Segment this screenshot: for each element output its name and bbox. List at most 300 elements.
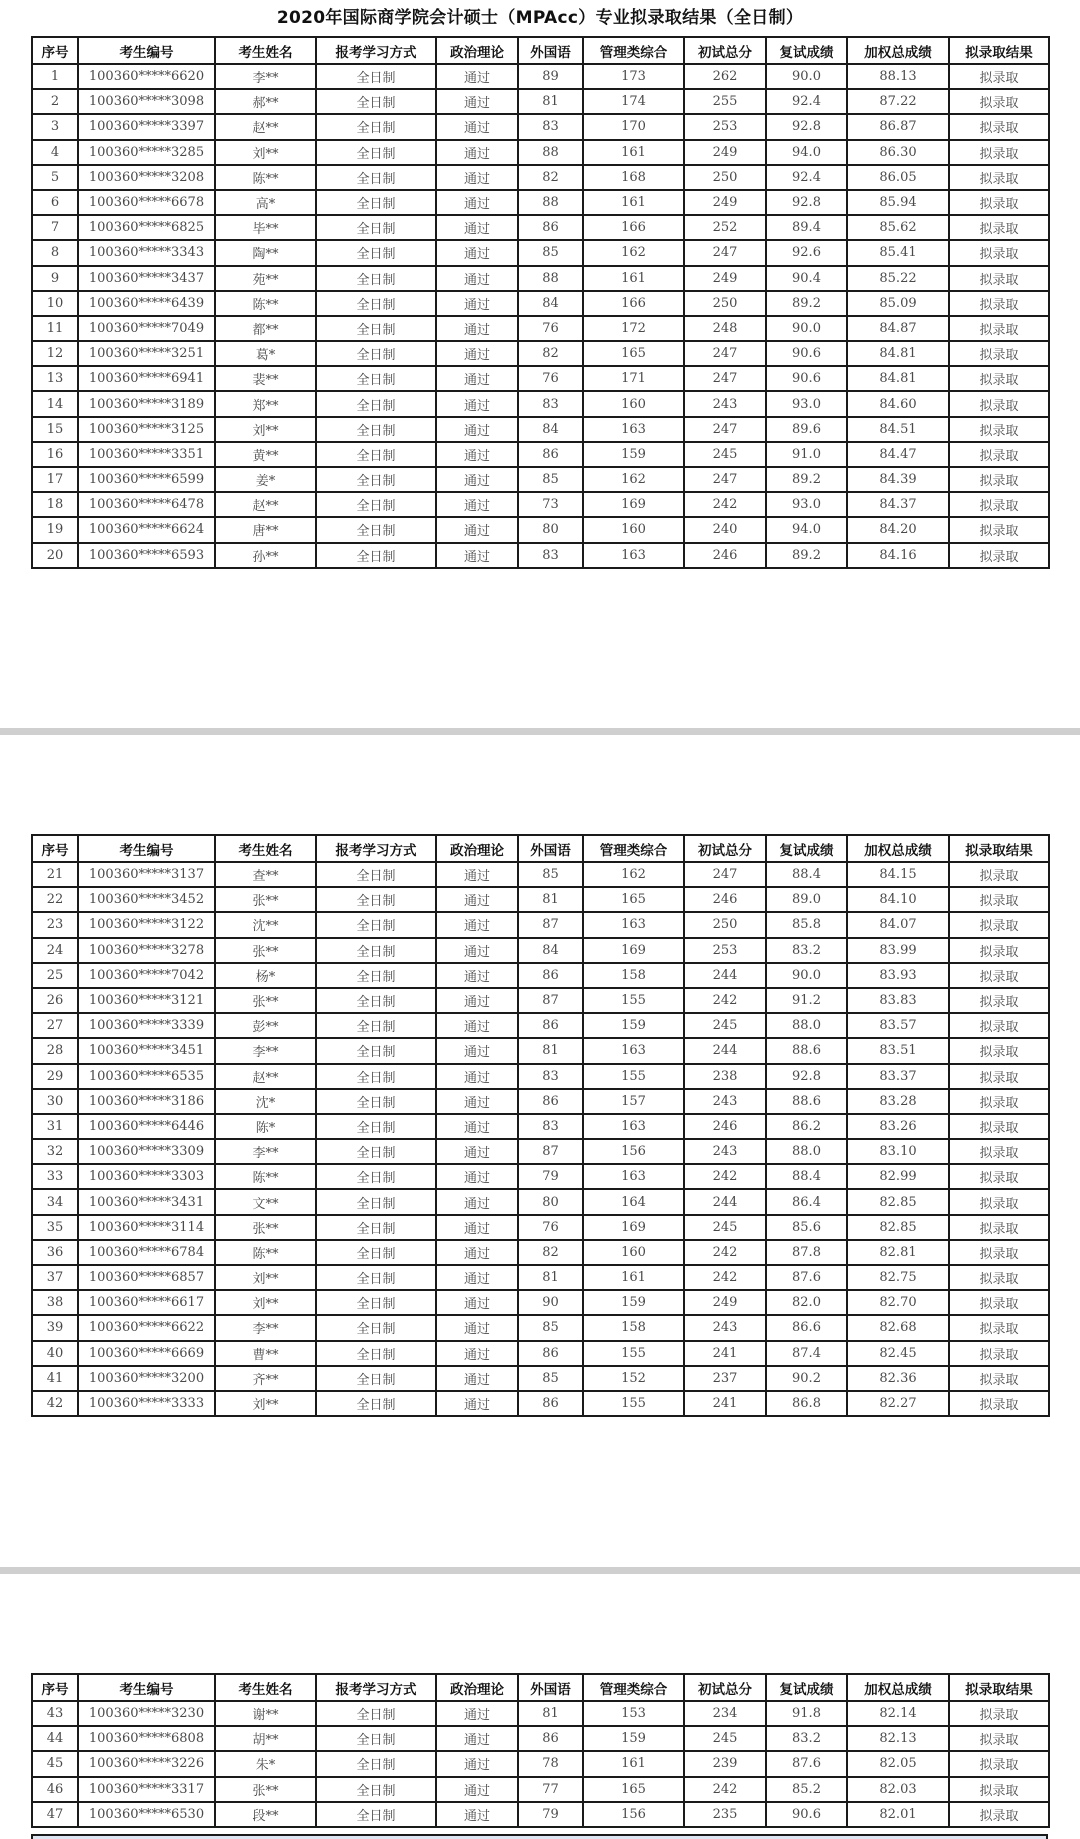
cell-retest-score: 86.8: [766, 1391, 847, 1416]
cell-weighted-total: 84.10: [847, 887, 949, 912]
cell-weighted-total: 84.15: [847, 862, 949, 887]
cell-seq: 7: [32, 215, 78, 240]
cell-weighted-total: 84.20: [847, 517, 949, 542]
cell-foreign-language: 84: [518, 938, 583, 963]
cell-study-mode: 全日制: [316, 266, 436, 291]
table-row: [32, 1726, 1049, 1751]
cell-exam-id: 100360*****3397: [78, 114, 215, 139]
column-header-name: 考生姓名: [215, 835, 316, 862]
cell-politics: 通过: [436, 89, 518, 114]
admission-results-table: [31, 1673, 1050, 1828]
cell-preliminary-total: 240: [684, 517, 766, 542]
cell-retest-score: 90.0: [766, 64, 847, 89]
cell-admission-result: 拟录取: [949, 1391, 1049, 1416]
cell-management-comprehensive: 155: [583, 988, 684, 1013]
cell-politics: 通过: [436, 316, 518, 341]
cell-foreign-language: 82: [518, 341, 583, 366]
cell-weighted-total: 83.10: [847, 1139, 949, 1164]
cell-name: 陈*: [215, 1114, 316, 1139]
cell-management-comprehensive: 168: [583, 165, 684, 190]
cell-preliminary-total: 249: [684, 190, 766, 215]
column-header-weighted-total: 加权总成绩: [847, 835, 949, 862]
table-row: [32, 862, 1049, 887]
cell-retest-score: 86.4: [766, 1189, 847, 1214]
cell-management-comprehensive: 163: [583, 912, 684, 937]
column-header-retest-score: 复试成绩: [766, 37, 847, 64]
cell-name: 李**: [215, 1038, 316, 1063]
cell-admission-result: 拟录取: [949, 1726, 1049, 1751]
cell-study-mode: 全日制: [316, 1290, 436, 1315]
cell-study-mode: 全日制: [316, 165, 436, 190]
cell-retest-score: 91.2: [766, 988, 847, 1013]
cell-study-mode: 全日制: [316, 1164, 436, 1189]
cell-management-comprehensive: 163: [583, 417, 684, 442]
cell-study-mode: 全日制: [316, 1064, 436, 1089]
cell-politics: 通过: [436, 1215, 518, 1240]
cell-seq: 20: [32, 543, 78, 568]
cell-politics: 通过: [436, 1701, 518, 1726]
cell-management-comprehensive: 159: [583, 442, 684, 467]
cell-preliminary-total: 250: [684, 291, 766, 316]
table-row: [32, 1164, 1049, 1189]
column-header-admission-result: 拟录取结果: [949, 37, 1049, 64]
cell-preliminary-total: 244: [684, 963, 766, 988]
cell-management-comprehensive: 161: [583, 190, 684, 215]
cell-name: 陶**: [215, 240, 316, 265]
table-row: [32, 140, 1049, 165]
cell-retest-score: 88.6: [766, 1089, 847, 1114]
cell-study-mode: 全日制: [316, 543, 436, 568]
cell-management-comprehensive: 152: [583, 1366, 684, 1391]
cell-exam-id: 100360*****7049: [78, 316, 215, 341]
cell-exam-id: 100360*****3451: [78, 1038, 215, 1063]
cell-exam-id: 100360*****3114: [78, 1215, 215, 1240]
cell-foreign-language: 85: [518, 1315, 583, 1340]
cell-name: 赵**: [215, 492, 316, 517]
table-row: [32, 517, 1049, 542]
cell-seq: 11: [32, 316, 78, 341]
cell-management-comprehensive: 155: [583, 1341, 684, 1366]
cell-study-mode: 全日制: [316, 366, 436, 391]
cell-exam-id: 100360*****3285: [78, 140, 215, 165]
cell-politics: 通过: [436, 1265, 518, 1290]
cell-preliminary-total: 234: [684, 1701, 766, 1726]
cell-name: 沈*: [215, 1089, 316, 1114]
table-row: [32, 1315, 1049, 1340]
cell-retest-score: 90.0: [766, 963, 847, 988]
cell-seq: 1: [32, 64, 78, 89]
admission-results-table: [31, 36, 1050, 569]
cell-foreign-language: 90: [518, 1290, 583, 1315]
cell-politics: 通过: [436, 862, 518, 887]
cell-preliminary-total: 243: [684, 1139, 766, 1164]
table-row: [32, 1013, 1049, 1038]
page-separator: [0, 1567, 1080, 1574]
table-row: [32, 240, 1049, 265]
cell-politics: 通过: [436, 938, 518, 963]
cell-study-mode: 全日制: [316, 1802, 436, 1827]
cell-name: 赵**: [215, 1064, 316, 1089]
cell-seq: 16: [32, 442, 78, 467]
cell-retest-score: 90.4: [766, 266, 847, 291]
cell-exam-id: 100360*****6478: [78, 492, 215, 517]
cell-exam-id: 100360*****3121: [78, 988, 215, 1013]
cell-foreign-language: 86: [518, 1726, 583, 1751]
column-header-weighted-total: 加权总成绩: [847, 1674, 949, 1701]
cell-foreign-language: 73: [518, 492, 583, 517]
cell-exam-id: 100360*****6622: [78, 1315, 215, 1340]
cell-management-comprehensive: 166: [583, 215, 684, 240]
cell-name: 沈**: [215, 912, 316, 937]
cell-management-comprehensive: 161: [583, 1265, 684, 1290]
cell-name: 刘**: [215, 140, 316, 165]
cell-management-comprehensive: 169: [583, 938, 684, 963]
cell-exam-id: 100360*****6599: [78, 467, 215, 492]
admission-results-table: [31, 834, 1050, 1417]
cell-weighted-total: 83.37: [847, 1064, 949, 1089]
cell-politics: 通过: [436, 291, 518, 316]
cell-retest-score: 92.8: [766, 1064, 847, 1089]
cell-politics: 通过: [436, 1391, 518, 1416]
cell-seq: 5: [32, 165, 78, 190]
cell-preliminary-total: 237: [684, 1366, 766, 1391]
column-header-foreign-language: 外国语: [518, 835, 583, 862]
cell-study-mode: 全日制: [316, 492, 436, 517]
cell-foreign-language: 81: [518, 1038, 583, 1063]
cell-foreign-language: 83: [518, 391, 583, 416]
cell-exam-id: 100360*****3437: [78, 266, 215, 291]
cell-politics: 通过: [436, 417, 518, 442]
cell-politics: 通过: [436, 240, 518, 265]
cell-preliminary-total: 245: [684, 1726, 766, 1751]
cell-exam-id: 100360*****6617: [78, 1290, 215, 1315]
cell-name: 陈**: [215, 291, 316, 316]
cell-admission-result: 拟录取: [949, 517, 1049, 542]
cell-politics: 通过: [436, 190, 518, 215]
cell-management-comprehensive: 161: [583, 266, 684, 291]
cell-seq: 29: [32, 1064, 78, 1089]
cell-politics: 通过: [436, 1315, 518, 1340]
cell-retest-score: 86.6: [766, 1315, 847, 1340]
cell-seq: 13: [32, 366, 78, 391]
cell-weighted-total: 82.36: [847, 1366, 949, 1391]
column-header-exam-id: 考生编号: [78, 37, 215, 64]
cell-seq: 24: [32, 938, 78, 963]
cell-retest-score: 89.2: [766, 543, 847, 568]
cell-preliminary-total: 255: [684, 89, 766, 114]
column-header-retest-score: 复试成绩: [766, 1674, 847, 1701]
cell-foreign-language: 87: [518, 912, 583, 937]
cell-admission-result: 拟录取: [949, 912, 1049, 937]
cell-retest-score: 93.0: [766, 391, 847, 416]
cell-management-comprehensive: 165: [583, 341, 684, 366]
cell-foreign-language: 86: [518, 1341, 583, 1366]
cell-retest-score: 92.6: [766, 240, 847, 265]
cell-seq: 8: [32, 240, 78, 265]
cell-politics: 通过: [436, 341, 518, 366]
cell-management-comprehensive: 162: [583, 240, 684, 265]
cell-politics: 通过: [436, 1726, 518, 1751]
cell-management-comprehensive: 157: [583, 1089, 684, 1114]
cell-admission-result: 拟录取: [949, 988, 1049, 1013]
cell-seq: 17: [32, 467, 78, 492]
cell-admission-result: 拟录取: [949, 1290, 1049, 1315]
cell-name: 毕**: [215, 215, 316, 240]
cell-weighted-total: 83.28: [847, 1089, 949, 1114]
cell-seq: 28: [32, 1038, 78, 1063]
cell-weighted-total: 83.57: [847, 1013, 949, 1038]
cell-politics: 通过: [436, 266, 518, 291]
cell-name: 陈**: [215, 1240, 316, 1265]
cell-study-mode: 全日制: [316, 517, 436, 542]
cell-preliminary-total: 243: [684, 1315, 766, 1340]
cell-exam-id: 100360*****3122: [78, 912, 215, 937]
column-header-study-mode: 报考学习方式: [316, 37, 436, 64]
cell-management-comprehensive: 164: [583, 1189, 684, 1214]
cell-foreign-language: 83: [518, 114, 583, 139]
cell-foreign-language: 88: [518, 190, 583, 215]
cell-exam-id: 100360*****3186: [78, 1089, 215, 1114]
cell-admission-result: 拟录取: [949, 1341, 1049, 1366]
cell-admission-result: 拟录取: [949, 1802, 1049, 1827]
cell-preliminary-total: 241: [684, 1391, 766, 1416]
table-header-row: [32, 835, 1049, 862]
table-row: [32, 442, 1049, 467]
cell-exam-id: 100360*****6624: [78, 517, 215, 542]
cell-study-mode: 全日制: [316, 1038, 436, 1063]
cell-politics: 通过: [436, 912, 518, 937]
cell-study-mode: 全日制: [316, 1777, 436, 1802]
cell-preliminary-total: 246: [684, 543, 766, 568]
table-row: [32, 1139, 1049, 1164]
cell-seq: 4: [32, 140, 78, 165]
table-row: [32, 266, 1049, 291]
column-header-politics: 政治理论: [436, 1674, 518, 1701]
cell-study-mode: 全日制: [316, 240, 436, 265]
cell-management-comprehensive: 158: [583, 1315, 684, 1340]
table-row: [32, 64, 1049, 89]
cell-exam-id: 100360*****6439: [78, 291, 215, 316]
cell-management-comprehensive: 156: [583, 1802, 684, 1827]
cell-foreign-language: 81: [518, 887, 583, 912]
cell-retest-score: 83.2: [766, 1726, 847, 1751]
cell-exam-id: 100360*****6530: [78, 1802, 215, 1827]
table-row: [32, 988, 1049, 1013]
cell-retest-score: 87.6: [766, 1751, 847, 1776]
cell-weighted-total: 84.37: [847, 492, 949, 517]
cell-preliminary-total: 249: [684, 140, 766, 165]
cell-preliminary-total: 250: [684, 912, 766, 937]
cell-admission-result: 拟录取: [949, 1240, 1049, 1265]
cell-preliminary-total: 247: [684, 467, 766, 492]
cell-retest-score: 94.0: [766, 517, 847, 542]
cell-management-comprehensive: 159: [583, 1290, 684, 1315]
cell-management-comprehensive: 160: [583, 391, 684, 416]
cell-name: 孙**: [215, 543, 316, 568]
cell-preliminary-total: 238: [684, 1064, 766, 1089]
cell-foreign-language: 81: [518, 89, 583, 114]
cell-foreign-language: 81: [518, 1265, 583, 1290]
cell-foreign-language: 76: [518, 366, 583, 391]
column-header-name: 考生姓名: [215, 37, 316, 64]
cell-admission-result: 拟录取: [949, 215, 1049, 240]
cell-foreign-language: 76: [518, 316, 583, 341]
cell-management-comprehensive: 163: [583, 1114, 684, 1139]
cell-management-comprehensive: 159: [583, 1013, 684, 1038]
cell-study-mode: 全日制: [316, 1089, 436, 1114]
cell-preliminary-total: 246: [684, 887, 766, 912]
cell-exam-id: 100360*****7042: [78, 963, 215, 988]
cell-admission-result: 拟录取: [949, 64, 1049, 89]
column-header-study-mode: 报考学习方式: [316, 835, 436, 862]
table-row: [32, 1064, 1049, 1089]
cell-admission-result: 拟录取: [949, 341, 1049, 366]
cell-foreign-language: 85: [518, 467, 583, 492]
cell-retest-score: 94.0: [766, 140, 847, 165]
cell-seq: 46: [32, 1777, 78, 1802]
cell-exam-id: 100360*****6784: [78, 1240, 215, 1265]
cell-preliminary-total: 242: [684, 1240, 766, 1265]
cell-politics: 通过: [436, 1290, 518, 1315]
cell-preliminary-total: 245: [684, 1215, 766, 1240]
cell-name: 张**: [215, 938, 316, 963]
cell-study-mode: 全日制: [316, 1751, 436, 1776]
cell-admission-result: 拟录取: [949, 1064, 1049, 1089]
table-row: [32, 1189, 1049, 1214]
cell-weighted-total: 82.13: [847, 1726, 949, 1751]
column-header-foreign-language: 外国语: [518, 1674, 583, 1701]
cell-foreign-language: 78: [518, 1751, 583, 1776]
cell-exam-id: 100360*****3278: [78, 938, 215, 963]
cell-weighted-total: 85.94: [847, 190, 949, 215]
cell-weighted-total: 85.62: [847, 215, 949, 240]
cell-admission-result: 拟录取: [949, 391, 1049, 416]
cell-foreign-language: 86: [518, 215, 583, 240]
cell-weighted-total: 82.27: [847, 1391, 949, 1416]
document-title: 2020年国际商学院会计硕士（MPAcc）专业拟录取结果（全日制）: [276, 8, 804, 28]
cell-retest-score: 87.6: [766, 1265, 847, 1290]
cell-name: 郑**: [215, 391, 316, 416]
cell-study-mode: 全日制: [316, 912, 436, 937]
table-row: [32, 1802, 1049, 1827]
cell-admission-result: 拟录取: [949, 417, 1049, 442]
cell-preliminary-total: 242: [684, 988, 766, 1013]
table-row-partial: [31, 1834, 1048, 1839]
cell-preliminary-total: 239: [684, 1751, 766, 1776]
cell-politics: 通过: [436, 1777, 518, 1802]
cell-admission-result: 拟录取: [949, 1189, 1049, 1214]
cell-seq: 37: [32, 1265, 78, 1290]
cell-preliminary-total: 243: [684, 391, 766, 416]
cell-admission-result: 拟录取: [949, 1038, 1049, 1063]
cell-name: 郝**: [215, 89, 316, 114]
table-row: [32, 1215, 1049, 1240]
cell-exam-id: 100360*****6620: [78, 64, 215, 89]
cell-foreign-language: 87: [518, 988, 583, 1013]
table-row: [32, 1089, 1049, 1114]
cell-study-mode: 全日制: [316, 1726, 436, 1751]
cell-preliminary-total: 246: [684, 1114, 766, 1139]
cell-admission-result: 拟录取: [949, 1315, 1049, 1340]
cell-name: 刘**: [215, 1290, 316, 1315]
cell-admission-result: 拟录取: [949, 938, 1049, 963]
cell-management-comprehensive: 170: [583, 114, 684, 139]
cell-retest-score: 89.0: [766, 887, 847, 912]
cell-preliminary-total: 253: [684, 114, 766, 139]
cell-exam-id: 100360*****6669: [78, 1341, 215, 1366]
cell-admission-result: 拟录取: [949, 114, 1049, 139]
cell-management-comprehensive: 172: [583, 316, 684, 341]
cell-admission-result: 拟录取: [949, 1215, 1049, 1240]
cell-exam-id: 100360*****3309: [78, 1139, 215, 1164]
cell-weighted-total: 85.22: [847, 266, 949, 291]
table-row: [32, 543, 1049, 568]
cell-weighted-total: 84.16: [847, 543, 949, 568]
cell-foreign-language: 80: [518, 517, 583, 542]
cell-management-comprehensive: 158: [583, 963, 684, 988]
cell-weighted-total: 83.51: [847, 1038, 949, 1063]
cell-study-mode: 全日制: [316, 862, 436, 887]
cell-exam-id: 100360*****6808: [78, 1726, 215, 1751]
cell-seq: 35: [32, 1215, 78, 1240]
cell-preliminary-total: 247: [684, 240, 766, 265]
cell-management-comprehensive: 165: [583, 1777, 684, 1802]
cell-seq: 44: [32, 1726, 78, 1751]
cell-retest-score: 90.2: [766, 1366, 847, 1391]
cell-seq: 22: [32, 887, 78, 912]
cell-retest-score: 90.6: [766, 341, 847, 366]
cell-politics: 通过: [436, 467, 518, 492]
cell-management-comprehensive: 161: [583, 140, 684, 165]
column-header-management-comprehensive: 管理类综合: [583, 37, 684, 64]
cell-name: 苑**: [215, 266, 316, 291]
cell-study-mode: 全日制: [316, 1114, 436, 1139]
table-row: [32, 1777, 1049, 1802]
table-row: [32, 1341, 1049, 1366]
cell-name: 高*: [215, 190, 316, 215]
cell-admission-result: 拟录取: [949, 165, 1049, 190]
cell-politics: 通过: [436, 215, 518, 240]
cell-seq: 42: [32, 1391, 78, 1416]
results-table-page-2: [31, 834, 1048, 1417]
cell-foreign-language: 88: [518, 140, 583, 165]
cell-admission-result: 拟录取: [949, 862, 1049, 887]
cell-name: 姜*: [215, 467, 316, 492]
column-header-study-mode: 报考学习方式: [316, 1674, 436, 1701]
cell-seq: 31: [32, 1114, 78, 1139]
cell-retest-score: 92.4: [766, 89, 847, 114]
cell-exam-id: 100360*****3208: [78, 165, 215, 190]
cell-management-comprehensive: 156: [583, 1139, 684, 1164]
cell-study-mode: 全日制: [316, 988, 436, 1013]
cell-preliminary-total: 247: [684, 341, 766, 366]
cell-seq: 15: [32, 417, 78, 442]
cell-politics: 通过: [436, 1139, 518, 1164]
cell-preliminary-total: 247: [684, 417, 766, 442]
column-header-politics: 政治理论: [436, 37, 518, 64]
table-header-row: [32, 1674, 1049, 1701]
cell-study-mode: 全日制: [316, 190, 436, 215]
cell-politics: 通过: [436, 543, 518, 568]
cell-admission-result: 拟录取: [949, 1114, 1049, 1139]
cell-weighted-total: 84.81: [847, 366, 949, 391]
cell-study-mode: 全日制: [316, 887, 436, 912]
cell-admission-result: 拟录取: [949, 140, 1049, 165]
cell-management-comprehensive: 162: [583, 862, 684, 887]
cell-preliminary-total: 253: [684, 938, 766, 963]
cell-foreign-language: 82: [518, 1240, 583, 1265]
cell-retest-score: 88.0: [766, 1139, 847, 1164]
